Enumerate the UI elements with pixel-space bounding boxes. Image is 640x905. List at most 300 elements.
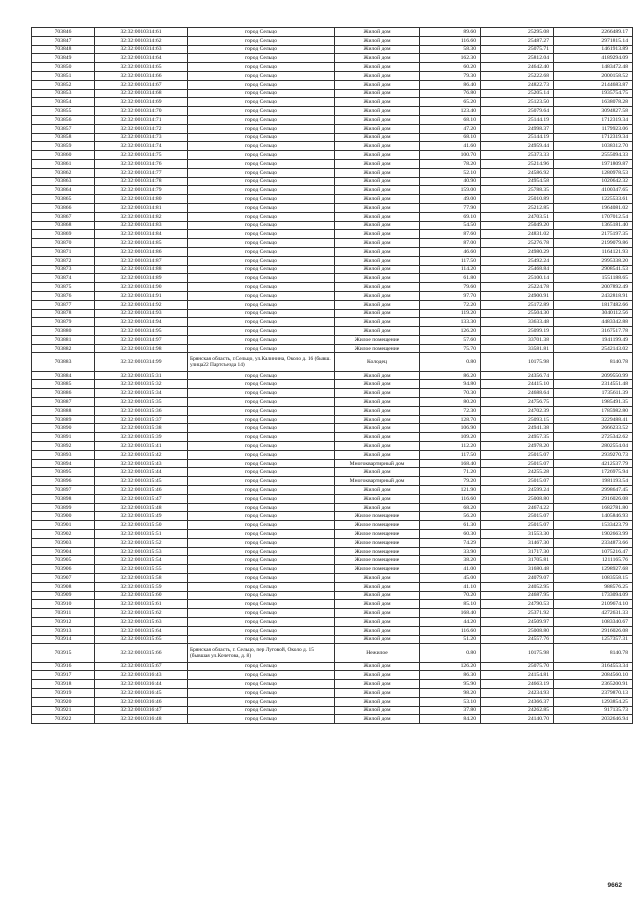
record-number-cell: 703872 [32, 256, 95, 265]
table-row [32, 406, 633, 415]
specific-value-cell: 25015.07 [481, 512, 554, 521]
area-cell: 68.10 [420, 133, 481, 142]
specific-value-cell: 24663.19 [481, 680, 554, 689]
object-type-cell: Жилой дом [335, 327, 420, 336]
object-type-cell: Жилой дом [335, 265, 420, 274]
specific-value-cell: 33633.48 [481, 318, 554, 327]
area-cell: 87.00 [420, 239, 481, 248]
table-row [32, 582, 633, 591]
cadastral-number-cell: 32:32:0010315:65 [95, 635, 188, 644]
area-cell: 112.20 [420, 442, 481, 451]
area-cell: 56.20 [420, 512, 481, 521]
area-cell: 61.30 [420, 521, 481, 530]
record-number-cell: 703921 [32, 706, 95, 715]
area-cell: 65.20 [420, 98, 481, 107]
object-type-cell: Жилой дом [335, 274, 420, 283]
cadastral-number-cell: 32:32:0010314:62 [95, 36, 188, 45]
specific-value-cell: 24079.07 [481, 574, 554, 583]
cadastral-number-cell: 32:32:0010315:31 [95, 371, 188, 380]
area-cell: 41.10 [420, 582, 481, 591]
table-row [32, 309, 633, 318]
cadastral-value-cell: 4212537.79 [554, 459, 633, 468]
specific-value-cell: 24415.10 [481, 380, 554, 389]
record-number-cell: 703893 [32, 450, 95, 459]
record-number-cell: 703904 [32, 547, 95, 556]
area-cell: 168.40 [420, 609, 481, 618]
area-cell: 58.30 [420, 45, 481, 54]
cadastral-value-cell: 3167517.78 [554, 327, 633, 336]
area-cell: 0.80 [420, 353, 481, 371]
table-row [32, 530, 633, 539]
table-row [32, 424, 633, 433]
record-number-cell: 703910 [32, 600, 95, 609]
record-number-cell: 703891 [32, 433, 95, 442]
object-type-cell: Жилой дом [335, 688, 420, 697]
object-type-cell: Жилой дом [335, 300, 420, 309]
record-number-cell: 703885 [32, 380, 95, 389]
cadastral-number-cell: 32:32:0010316:47 [95, 706, 188, 715]
object-type-cell: Жилой дом [335, 221, 420, 230]
specific-value-cell: 25049.20 [481, 221, 554, 230]
cadastral-value-cell: 4483342.88 [554, 318, 633, 327]
cadastral-number-cell: 32:32:0010314:90 [95, 283, 188, 292]
address-cell: город Сельцо [188, 477, 335, 486]
specific-value-cell: 25172.89 [481, 300, 554, 309]
cadastral-number-cell: 32:32:0010315:63 [95, 617, 188, 626]
cadastral-number-cell: 32:32:0010315:59 [95, 582, 188, 591]
record-number-cell: 703878 [32, 309, 95, 318]
specific-value-cell: 25373.33 [481, 151, 554, 160]
record-number-cell: 703874 [32, 274, 95, 283]
object-type-cell: Жилой дом [335, 503, 420, 512]
cadastral-number-cell: 32:32:0010314:99 [95, 353, 188, 371]
cadastral-number-cell: 32:32:0010315:49 [95, 512, 188, 521]
table-row [32, 151, 633, 160]
table-row [32, 89, 633, 98]
address-cell: город Сельцо [188, 609, 335, 618]
area-cell: 45.00 [420, 574, 481, 583]
cadastral-number-cell: 32:32:0010315:53 [95, 547, 188, 556]
cadastral-value-cell: 3229488.41 [554, 415, 633, 424]
object-type-cell: Жилой дом [335, 582, 420, 591]
specific-value-cell: 25008.80 [481, 494, 554, 503]
cadastral-value-cell: 1461913.89 [554, 45, 633, 54]
cadastral-number-cell: 32:32:0010316:44 [95, 680, 188, 689]
specific-value-cell: 25214.96 [481, 159, 554, 168]
area-cell: 71.20 [420, 468, 481, 477]
address-cell: город Сельцо [188, 582, 335, 591]
record-number-cell: 703892 [32, 442, 95, 451]
object-type-cell: Жилой дом [335, 98, 420, 107]
record-number-cell: 703916 [32, 662, 95, 671]
cadastral-number-cell: 32:32:0010315:45 [95, 477, 188, 486]
record-number-cell: 703875 [32, 283, 95, 292]
table-row [32, 697, 633, 706]
address-cell: город Сельцо [188, 335, 335, 344]
area-cell: 53.10 [420, 697, 481, 706]
object-type-cell: Жилой дом [335, 89, 420, 98]
address-cell: город Сельцо [188, 406, 335, 415]
object-type-cell: Жилое помещение [335, 538, 420, 547]
table-row [32, 459, 633, 468]
specific-value-cell: 33701.38 [481, 335, 554, 344]
cadastral-value-cell: 1941199.49 [554, 335, 633, 344]
cadastral-number-cell: 32:32:0010314:64 [95, 54, 188, 63]
area-cell: 72.20 [420, 300, 481, 309]
cadastral-value-cell: 1902663.99 [554, 530, 633, 539]
specific-value-cell: 25276.78 [481, 239, 554, 248]
table-row [32, 98, 633, 107]
cadastral-number-cell: 32:32:0010314:93 [95, 309, 188, 318]
object-type-cell: Жилой дом [335, 398, 420, 407]
object-type-cell: Жилой дом [335, 380, 420, 389]
table-row [32, 142, 633, 151]
address-cell: город Сельцо [188, 28, 335, 37]
cadastral-value-cell: 1075216.47 [554, 547, 633, 556]
specific-value-cell: 25812.04 [481, 54, 554, 63]
address-cell: город Сельцо [188, 186, 335, 195]
object-type-cell: Жилой дом [335, 63, 420, 72]
record-number-cell: 703884 [32, 371, 95, 380]
cadastral-number-cell: 32:32:0010315:37 [95, 415, 188, 424]
area-cell: 49.00 [420, 195, 481, 204]
cadastral-number-cell: 32:32:0010314:70 [95, 107, 188, 116]
object-type-cell: Жилой дом [335, 318, 420, 327]
object-type-cell: Жилой дом [335, 115, 420, 124]
cadastral-value-cell: 1164121.93 [554, 247, 633, 256]
address-cell: город Сельцо [188, 459, 335, 468]
table-row [32, 247, 633, 256]
address-cell: город Сельцо [188, 124, 335, 133]
area-cell: 116.60 [420, 36, 481, 45]
table-row [32, 107, 633, 116]
object-type-cell: Жилой дом [335, 662, 420, 671]
object-type-cell: Жилой дом [335, 168, 420, 177]
area-cell: 74.29 [420, 538, 481, 547]
cadastral-value-cell: 1038312.70 [554, 142, 633, 151]
record-number-cell: 703852 [32, 80, 95, 89]
cadastral-number-cell: 32:32:0010316:48 [95, 715, 188, 724]
cadastral-number-cell: 32:32:0010314:75 [95, 151, 188, 160]
cadastral-number-cell: 32:32:0010315:60 [95, 591, 188, 600]
area-cell: 86.30 [420, 671, 481, 680]
cadastral-number-cell: 32:32:0010315:35 [95, 398, 188, 407]
area-cell: 60.20 [420, 63, 481, 72]
area-cell: 116.60 [420, 494, 481, 503]
record-number-cell: 703911 [32, 609, 95, 618]
area-cell: 85.10 [420, 600, 481, 609]
specific-value-cell: 25015.07 [481, 459, 554, 468]
record-number-cell: 703846 [32, 28, 95, 37]
record-number-cell: 703854 [32, 98, 95, 107]
cadastral-value-cell: 1735611.39 [554, 389, 633, 398]
table-row [32, 371, 633, 380]
record-number-cell: 703915 [32, 644, 95, 662]
specific-value-cell: 25099.19 [481, 327, 554, 336]
area-cell: 117.50 [420, 450, 481, 459]
specific-value-cell: 31680.48 [481, 565, 554, 574]
object-type-cell: Жилой дом [335, 635, 420, 644]
address-cell: город Сельцо [188, 318, 335, 327]
cadastral-value-cell: 2365200.91 [554, 680, 633, 689]
address-cell: город Сельцо [188, 556, 335, 565]
specific-value-cell: 25295.08 [481, 28, 554, 37]
record-number-cell: 703914 [32, 635, 95, 644]
table-row [32, 468, 633, 477]
object-type-cell: Жилое помещение [335, 335, 420, 344]
table-row [32, 291, 633, 300]
table-row [32, 442, 633, 451]
table-row [32, 274, 633, 283]
cadastral-value-cell: 1935754.75 [554, 89, 633, 98]
record-number-cell: 703868 [32, 221, 95, 230]
record-number-cell: 703909 [32, 591, 95, 600]
cadastral-number-cell: 32:32:0010315:55 [95, 565, 188, 574]
object-type-cell: Жилой дом [335, 494, 420, 503]
record-number-cell: 703897 [32, 486, 95, 495]
table-row [32, 503, 633, 512]
specific-value-cell: 24998.37 [481, 124, 554, 133]
table-row [32, 521, 633, 530]
address-cell: город Сельцо [188, 662, 335, 671]
record-number-cell: 703908 [32, 582, 95, 591]
area-cell: 44.20 [420, 617, 481, 626]
object-type-cell: Жилой дом [335, 671, 420, 680]
cadastral-number-cell: 32:32:0010314:84 [95, 230, 188, 239]
address-cell: город Сельцо [188, 195, 335, 204]
record-number-cell: 703901 [32, 521, 95, 530]
record-number-cell: 703876 [32, 291, 95, 300]
object-type-cell: Жилой дом [335, 71, 420, 80]
object-type-cell: Жилой дом [335, 159, 420, 168]
object-type-cell: Жилой дом [335, 309, 420, 318]
area-cell: 126.20 [420, 327, 481, 336]
area-cell: 78.20 [420, 159, 481, 168]
cadastral-value-cell: 2084560.10 [554, 671, 633, 680]
object-type-cell: Жилой дом [335, 291, 420, 300]
record-number-cell: 703906 [32, 565, 95, 574]
record-number-cell: 703853 [32, 89, 95, 98]
table-row [32, 644, 633, 662]
object-type-cell: Жилой дом [335, 186, 420, 195]
table-row [32, 600, 633, 609]
cadastral-value-cell: 2725342.62 [554, 433, 633, 442]
record-number-cell: 703857 [32, 124, 95, 133]
cadastral-number-cell: 32:32:0010314:91 [95, 291, 188, 300]
record-number-cell: 703919 [32, 688, 95, 697]
cadastral-number-cell: 32:32:0010315:51 [95, 530, 188, 539]
cadastral-value-cell: 1817482.66 [554, 300, 633, 309]
table-row [32, 486, 633, 495]
register-table [31, 27, 633, 724]
table-row [32, 635, 633, 644]
cadastral-value-cell: 2995338.20 [554, 256, 633, 265]
record-number-cell: 703867 [32, 212, 95, 221]
cadastral-number-cell: 32:32:0010316:45 [95, 688, 188, 697]
cadastral-value-cell: 8140.78 [554, 353, 633, 371]
table-row [32, 512, 633, 521]
specific-value-cell: 24959.44 [481, 142, 554, 151]
object-type-cell: Жилой дом [335, 389, 420, 398]
address-cell: город Сельцо [188, 115, 335, 124]
table-row [32, 80, 633, 89]
area-cell: 121.90 [420, 486, 481, 495]
area-cell: 60.30 [420, 530, 481, 539]
cadastral-value-cell: 2000158.52 [554, 71, 633, 80]
address-cell: город Сельцо [188, 98, 335, 107]
specific-value-cell: 25222.68 [481, 71, 554, 80]
cadastral-number-cell: 32:32:0010315:54 [95, 556, 188, 565]
cadastral-value-cell: 1298927.68 [554, 565, 633, 574]
area-cell: 106.90 [420, 424, 481, 433]
cadastral-number-cell: 32:32:0010314:88 [95, 265, 188, 274]
area-cell: 87.60 [420, 230, 481, 239]
record-number-cell: 703912 [32, 617, 95, 626]
area-cell: 38.20 [420, 556, 481, 565]
area-cell: 119.20 [420, 309, 481, 318]
object-type-cell: Жилой дом [335, 468, 420, 477]
cadastral-value-cell: 2971815.14 [554, 36, 633, 45]
object-type-cell: Жилой дом [335, 371, 420, 380]
object-type-cell: Жилой дом [335, 609, 420, 618]
cadastral-value-cell: 1726975.94 [554, 468, 633, 477]
object-type-cell: Жилой дом [335, 195, 420, 204]
specific-value-cell: 24140.70 [481, 715, 554, 724]
cadastral-number-cell: 32:32:0010314:63 [95, 45, 188, 54]
address-cell: город Сельцо [188, 327, 335, 336]
cadastral-number-cell: 32:32:0010315:43 [95, 459, 188, 468]
area-cell: 61.80 [420, 274, 481, 283]
record-number-cell: 703913 [32, 626, 95, 635]
object-type-cell: Жилой дом [335, 406, 420, 415]
object-type-cell: Колодец [335, 353, 420, 371]
cadastral-number-cell: 32:32:0010315:39 [95, 433, 188, 442]
address-cell: город Сельцо [188, 530, 335, 539]
table-row [32, 433, 633, 442]
record-number-cell: 703851 [32, 71, 95, 80]
cadastral-number-cell: 32:32:0010314:71 [95, 115, 188, 124]
object-type-cell: Жилой дом [335, 574, 420, 583]
record-number-cell: 703864 [32, 186, 95, 195]
area-cell: 109.20 [420, 433, 481, 442]
object-type-cell: Жилой дом [335, 212, 420, 221]
address-cell: город Сельцо [188, 256, 335, 265]
specific-value-cell: 24756.75 [481, 398, 554, 407]
address-cell: город Сельцо [188, 715, 335, 724]
address-cell: город Сельцо [188, 521, 335, 530]
area-cell: 98.20 [420, 688, 481, 697]
table-row [32, 168, 633, 177]
area-cell: 76.80 [420, 89, 481, 98]
address-cell: Брянская область, г.Сельцо, ул.Калинина, Около д. 16 (бывш. улица22 Партсъезда 14) [188, 353, 335, 371]
table-row [32, 212, 633, 221]
cadastral-number-cell: 32:32:0010315:62 [95, 609, 188, 618]
specific-value-cell: 10175.98 [481, 353, 554, 371]
address-cell: город Сельцо [188, 283, 335, 292]
address-cell: город Сельцо [188, 63, 335, 72]
area-cell: 68.10 [420, 115, 481, 124]
cadastral-number-cell: 32:32:0010314:81 [95, 203, 188, 212]
address-cell: город Сельцо [188, 574, 335, 583]
specific-value-cell: 24702.39 [481, 406, 554, 415]
area-cell: 128.70 [420, 415, 481, 424]
address-cell: город Сельцо [188, 424, 335, 433]
address-cell: город Сельцо [188, 626, 335, 635]
table-row [32, 662, 633, 671]
specific-value-cell: 24703.51 [481, 212, 554, 221]
record-number-cell: 703917 [32, 671, 95, 680]
cadastral-number-cell: 32:32:0010314:67 [95, 80, 188, 89]
cadastral-value-cell: 1638078.28 [554, 98, 633, 107]
address-cell: город Сельцо [188, 688, 335, 697]
address-cell: город Сельцо [188, 512, 335, 521]
specific-value-cell: 24831.02 [481, 230, 554, 239]
object-type-cell: Жилое помещение [335, 565, 420, 574]
cadastral-value-cell: 2032646.94 [554, 715, 633, 724]
address-cell: город Сельцо [188, 177, 335, 186]
cadastral-value-cell: 1020642.32 [554, 177, 633, 186]
area-cell: 79.20 [420, 477, 481, 486]
specific-value-cell: 24557.76 [481, 635, 554, 644]
specific-value-cell: 24599.24 [481, 486, 554, 495]
object-type-cell: Жилой дом [335, 600, 420, 609]
object-type-cell: Жилой дом [335, 442, 420, 451]
cadastral-number-cell: 32:32:0010314:87 [95, 256, 188, 265]
cadastral-value-cell: 1971809.87 [554, 159, 633, 168]
record-number-cell: 703920 [32, 697, 95, 706]
cadastral-value-cell: 2007892.49 [554, 283, 633, 292]
object-type-cell: Жилой дом [335, 133, 420, 142]
cadastral-value-cell: 2334873.66 [554, 538, 633, 547]
record-number-cell: 703866 [32, 203, 95, 212]
cadastral-number-cell: 32:32:0010315:66 [95, 644, 188, 662]
cadastral-value-cell: 4272631.33 [554, 609, 633, 618]
object-type-cell: Жилой дом [335, 151, 420, 160]
object-type-cell: Жилой дом [335, 424, 420, 433]
area-cell: 100.70 [420, 151, 481, 160]
specific-value-cell: 25492.24 [481, 256, 554, 265]
record-number-cell: 703896 [32, 477, 95, 486]
table-row [32, 177, 633, 186]
object-type-cell: Жилой дом [335, 203, 420, 212]
address-cell: город Сельцо [188, 159, 335, 168]
area-cell: 117.50 [420, 256, 481, 265]
cadastral-value-cell: 1280978.53 [554, 168, 633, 177]
table-row [32, 335, 633, 344]
area-cell: 72.30 [420, 406, 481, 415]
record-number-cell: 703898 [32, 494, 95, 503]
address-cell: город Сельцо [188, 221, 335, 230]
specific-value-cell: 24642.40 [481, 63, 554, 72]
cadastral-value-cell: 1179923.06 [554, 124, 633, 133]
object-type-cell: Жилой дом [335, 177, 420, 186]
address-cell: город Сельцо [188, 291, 335, 300]
specific-value-cell: 25015.07 [481, 521, 554, 530]
record-number-cell: 703882 [32, 344, 95, 353]
record-number-cell: 703922 [32, 715, 95, 724]
cadastral-number-cell: 32:32:0010314:98 [95, 344, 188, 353]
object-type-cell: Жилой дом [335, 28, 420, 37]
address-cell: город Сельцо [188, 494, 335, 503]
record-number-cell: 703880 [32, 327, 95, 336]
cadastral-number-cell: 32:32:0010314:82 [95, 212, 188, 221]
table-row [32, 591, 633, 600]
area-cell: 70.30 [420, 389, 481, 398]
cadastral-number-cell: 32:32:0010314:72 [95, 124, 188, 133]
table-row [32, 450, 633, 459]
cadastral-value-cell: 1733094.09 [554, 591, 633, 600]
address-cell: город Сельцо [188, 89, 335, 98]
